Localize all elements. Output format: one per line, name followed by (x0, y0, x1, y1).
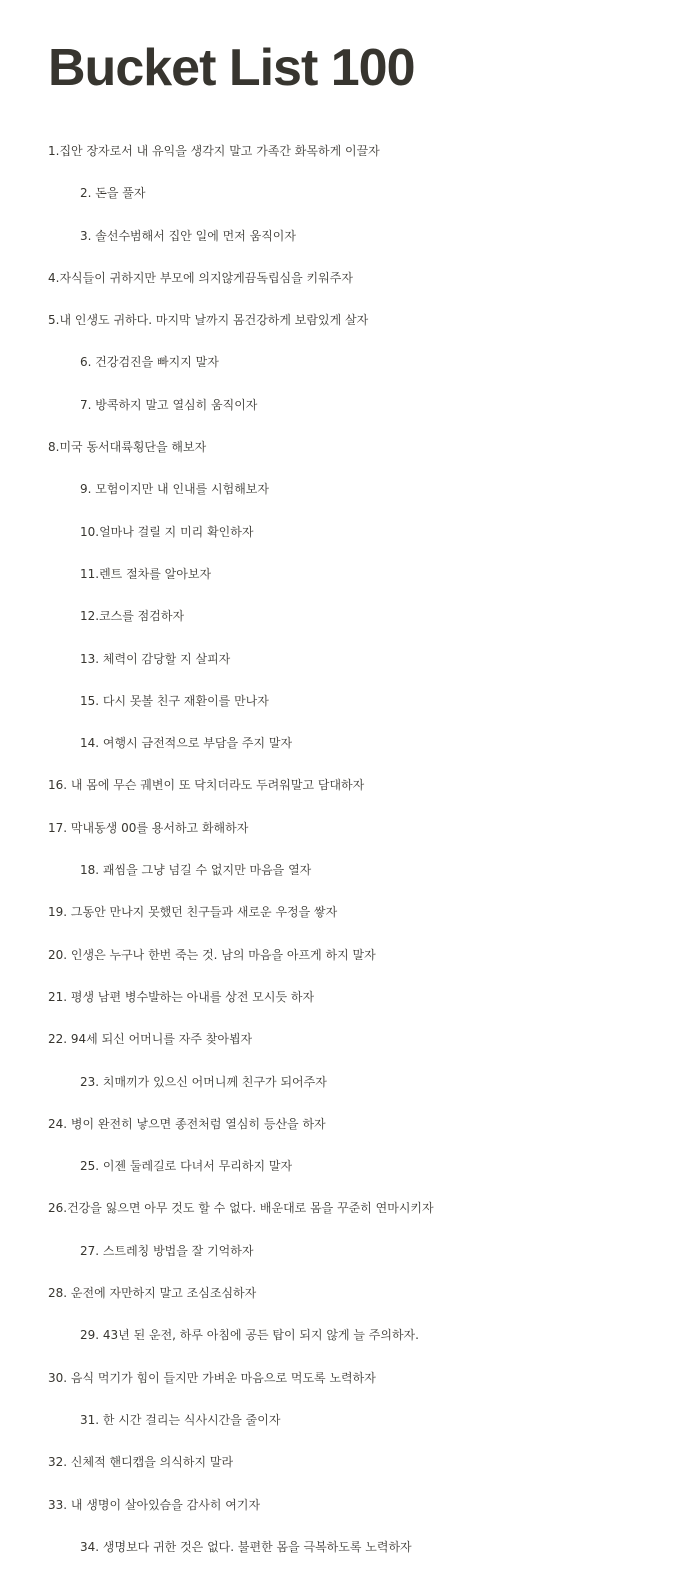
list-item: 29. 43년 된 운전, 하루 아침에 공든 탑이 되지 않게 늘 주의하자. (80, 1328, 419, 1343)
page-title: Bucket List 100 (48, 39, 415, 97)
list-item: 10.얼마나 걸릴 지 미리 확인하자 (80, 524, 254, 539)
list-item: 12.코스를 점검하자 (80, 609, 185, 624)
list-item: 6. 건강검진을 빠지지 말자 (80, 355, 219, 370)
list-item: 20. 인생은 누구나 한번 죽는 것. 남의 마음을 아프게 하지 말자 (48, 947, 376, 962)
list-item: 1.집안 장자로서 내 유익을 생각지 말고 가족간 화목하게 이끌자 (48, 144, 380, 158)
list-item: 13. 체력이 감당할 지 살피자 (80, 651, 231, 666)
list-item: 5.내 인생도 귀하다. 마지막 날까지 몸건강하게 보람있게 살자 (48, 313, 369, 328)
list-item: 24. 병이 완전히 낳으면 종전처럼 열심히 등산을 하자 (48, 1116, 326, 1131)
list-item: 21. 평생 남편 병수발하는 아내를 상전 모시듯 하자 (48, 989, 315, 1004)
list-item: 34. 생명보다 귀한 것은 없다. 불편한 몸을 극복하도록 노력하자 (80, 1539, 412, 1554)
list-item: 7. 방콕하지 말고 열심히 움직이자 (80, 397, 258, 412)
list-item: 26.건강을 잃으면 아무 것도 할 수 없다. 배운대로 몸을 꾸준히 연마시키자 (48, 1201, 434, 1216)
list-item: 8.미국 동서대륙횡단을 해보자 (48, 440, 207, 455)
list-item: 31. 한 시간 걸리는 식사시간을 줄이자 (80, 1412, 281, 1427)
list-item: 22. 94세 되신 어머니를 자주 찾아뵙자 (48, 1032, 253, 1047)
list-item: 33. 내 생명이 살아있슴을 감사히 여기자 (48, 1497, 261, 1512)
list-item: 14. 여행시 금전적으로 부담을 주지 말자 (80, 736, 293, 751)
list-item: 18. 괘씸을 그냥 넘길 수 없지만 마음을 열자 (80, 863, 312, 878)
list-item: 4.자식들이 귀하지만 부모에 의지않게끔독립심을 키워주자 (48, 270, 353, 285)
list-item: 27. 스트레칭 방법을 잘 기억하자 (80, 1243, 254, 1258)
list-item: 2. 돈을 풀자 (80, 186, 146, 201)
list-item: 17. 막내동생 00를 용서하고 화해하자 (48, 820, 249, 835)
list-item: 16. 내 몸에 무슨 궤변이 또 닥치더라도 두려워말고 담대하자 (48, 778, 365, 793)
list-item: 19. 그동안 만나지 못했던 친구들과 새로운 우정을 쌓자 (48, 905, 338, 920)
list-item: 11.렌트 절차를 알아보자 (80, 566, 212, 581)
list-item: 15. 다시 못볼 친구 재환이를 만나자 (80, 693, 269, 708)
list-item: 9. 모험이지만 내 인내를 시험해보자 (80, 482, 269, 497)
list-item: 23. 치매끼가 있으신 어머니께 친구가 되어주자 (80, 1074, 327, 1089)
list-item: 28. 운전에 자만하지 말고 조심조심하자 (48, 1286, 257, 1301)
list-item: 30. 음식 먹기가 힘이 들지만 가벼운 마음으로 먹도록 노력하자 (48, 1370, 376, 1385)
bucket-list (0, 130, 690, 1568)
list-item: 25. 이젠 둘레길로 다녀서 무리하지 말자 (80, 1159, 293, 1174)
list-item: 3. 솔선수범해서 집안 일에 먼저 움직이자 (80, 228, 296, 243)
list-item: 32. 신체적 핸디캡을 의식하지 말라 (48, 1455, 234, 1470)
